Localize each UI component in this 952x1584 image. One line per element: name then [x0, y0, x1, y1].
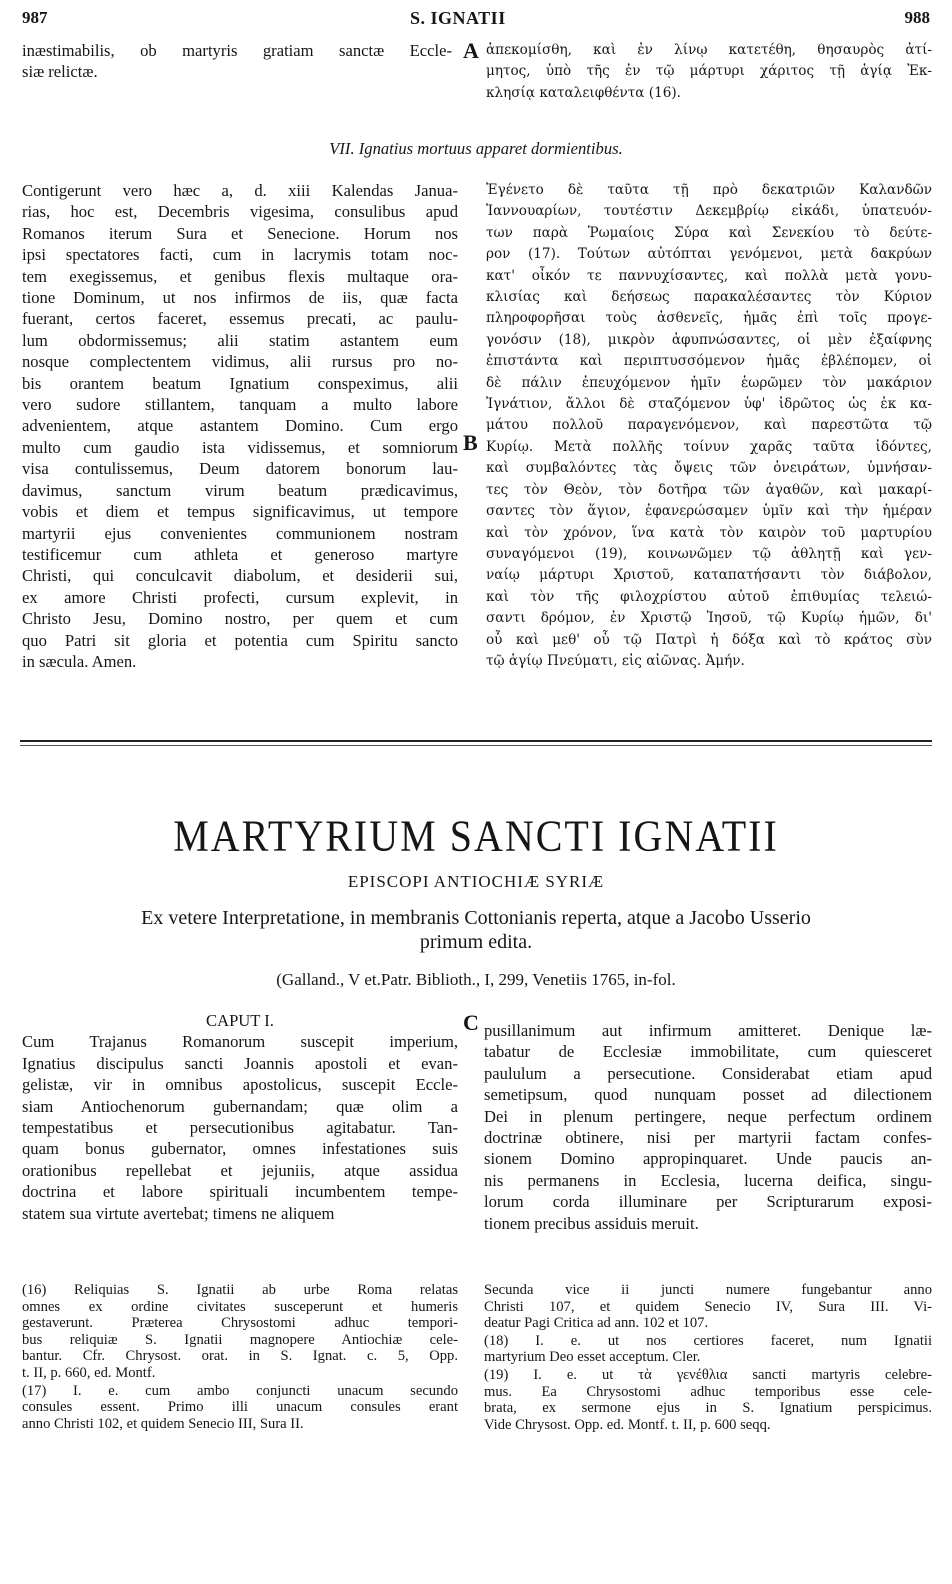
text-line: Contigerunt vero hæc a, d. xiii Kalendas Janua-	[22, 181, 458, 200]
martyrium-citation: (Galland., V et.Patr. Biblioth., I, 299, Venetiis 1765, in-fol.	[276, 970, 676, 989]
page-number-right: 988	[904, 8, 930, 27]
footnote-line: anno Christi 102, et quidem Senecio III, Sura II.	[22, 1415, 304, 1432]
greek-text-line: ἐπιστάντα καὶ περιπτυσσόμενον ἡμᾶς ἐβλέπομεν, οἱ	[486, 353, 932, 370]
footnotes-right	[484, 1282, 932, 1434]
text-line: lum obdormissemus; alii statim astantem eum	[22, 330, 458, 350]
greek-text-line: σαντι δρόμον, ἐν Χριστῷ Ἰησοῦ, τῷ Κυρίῳ ἡμῶν, δι'	[486, 610, 932, 627]
text-line: Christi, qui conculcavit diabolum, et desiderii sui,	[22, 566, 458, 586]
page-number-left: 987	[22, 8, 48, 27]
footnote	[22, 1282, 458, 1382]
text-line: doctrina et labore spirituali incumbentem tempe-	[22, 1182, 458, 1202]
text-line: nis permanens in Ecclesia, lucerna deifica, singu-	[484, 1170, 932, 1190]
greek-text-line: γονόσιν (18), μικρὸν ἀφυπνώσαντες, οἱ μὲν ἐξαίφνης	[486, 331, 932, 348]
text-line: tabatur de Ecclesiæ immobilitate, cum quiesceret	[484, 1042, 932, 1062]
text-line: pusillanimum aut infirmum amitteret. Denique læ-	[484, 1021, 932, 1040]
section-divider	[20, 740, 932, 742]
text-line: sionem Domino appropinquaret. Unde paucis an-	[484, 1149, 932, 1169]
text-line: nosque complectentem vidimus, alii rursus pro no-	[22, 352, 458, 372]
text-line: vero sudore stillantem, tanquam a multo labore	[22, 395, 458, 415]
greek-text-line: καὶ τὸν χρόνον, ἵνα κατὰ τὸν καιρὸν τοῦ μαρτυρίου	[486, 524, 932, 541]
greek-text-line: κατ' οἶκόν τε παννυχίσαντες, καὶ πολλὰ μετὰ γονυ-	[486, 267, 932, 284]
footnote-line: (17) I. e. cum ambo conjuncti unacum secundo	[22, 1382, 458, 1399]
greek-text-line: των παρὰ Ῥωμαίοις Σύρα καὶ Σενεκίου τὸ δεύτε-	[486, 224, 932, 241]
caput-heading: CAPUT I.	[206, 1011, 274, 1030]
footnote-line: mus. Ea Chrysostomi adhuc temporibus esse cele-	[484, 1383, 932, 1400]
text-line: tempestatibus et persecutionibus agitabatur. Tan-	[22, 1118, 458, 1138]
footnote-line: martyrium Deo esset acceptum. Cler.	[484, 1349, 701, 1366]
text-line: Dei in plenum pertingere, neque perfectum ordinem	[484, 1106, 932, 1126]
greek-text-line: μητος, ὑπὸ τῆς ἐν τῷ μάρτυρι χάριτος τῇ ἁγίᾳ Ἐκ-	[486, 63, 932, 80]
text-line: doctrinæ obtinere, nisi per martyrii factam confes-	[484, 1128, 932, 1148]
text-line: tione Dominum, ut nos infirmos de iis, quæ facta	[22, 288, 458, 308]
text-line: martyrii ejus convenientes communionem nostram	[22, 523, 458, 543]
text-line: siæ relictæ.	[22, 62, 98, 82]
greek-text-line: Ἐγένετο δὲ ταῦτα τῇ πρὸ δεκατριῶν Καλανδῶν	[486, 182, 932, 198]
text-line: testificemur cum athleta et generoso martyre	[22, 544, 458, 564]
text-line: vobis et diem et tempus significavimus, ut tempore	[22, 502, 458, 522]
greek-text-line: Ἰγνάτιον, ἄλλοι δὲ σταζόμενον ὑφ' ἱδρῶτος ὡς ἐκ κα-	[486, 396, 932, 413]
text-line: orationibus repellebat et jejuniis, atque assidua	[22, 1160, 458, 1180]
text-line: visa contulissemus, Deum datorem bonorum lau-	[22, 459, 458, 479]
greek-text-line: πληροφορῆσαι τοὺς ἀσθενεῖς, ἡμᾶς ἐπὶ τοῖς προγε-	[486, 310, 932, 327]
footnote-line: t. II, p. 660, ed. Montf.	[22, 1364, 156, 1381]
text-line: gelistæ, vir in omnibus apostolicus, suscepit Eccle-	[22, 1075, 458, 1095]
text-line: advenientem, atque astantem Domino. Cum ergo	[22, 416, 458, 436]
greek-text-line: Ἰαννουαρίων, τουτέστιν Δεκεμβρίῳ εἰκάδι, ὑπατευόν-	[486, 203, 932, 220]
text-line: Cum Trajanus Romanorum suscepit imperium,	[22, 1032, 458, 1052]
greek-text-line: σαντες τὸν ἅγιον, ἐφανερώσαμεν ὑμῖν καὶ τὴν ἡμέραν	[486, 503, 932, 520]
text-line: tionem precibus assiduis meruit.	[484, 1213, 699, 1233]
greek-text-line: κλισίας καὶ δεήσεως παρακαλέσαντες τὸν Κύριον	[486, 289, 932, 306]
greek-text-line: μάτου πολλοῦ παραγενόμενον, καὶ παρεστῶτα τῷ	[486, 417, 932, 434]
text-line: statem sua virtute avertebat; timens ne aliquem	[22, 1203, 335, 1223]
margin-marker-a: A	[463, 38, 479, 63]
footnote-line: (19) I. e. ut τὰ γενέθλια sancti martyris celebre-	[484, 1366, 932, 1383]
latin-column	[22, 180, 458, 672]
footnote-line: (18) I. e. ut nos certiores faceret, num Ignatii	[484, 1332, 932, 1349]
greek-text-line: ρον (17). Τούτων αὐτόπται γενόμενοι, μετὰ δακρύων	[486, 246, 932, 263]
text-line: Ignatius discipulus sancti Joannis apostoli et evan-	[22, 1053, 458, 1073]
footnote-line: brata, ex sermone ejus in S. Ignatium perspicimus.	[484, 1400, 932, 1417]
text-line: lorum corda illuminare per Scripturarum exposi-	[484, 1192, 932, 1212]
footnote-line: gestaverunt. Præterea Chrysostomi adhuc tempori-	[22, 1315, 458, 1332]
greek-text-line: Κυρίῳ. Μετὰ πολλῆς τοίνυν χαρᾶς ταῦτα ἰδόντες,	[486, 438, 932, 455]
margin-marker-c: C	[463, 1010, 479, 1035]
section-heading: VII. Ignatius mortuus apparet dormientibus.	[329, 139, 623, 158]
text-line: multo cum gaudio ista vidissemus, et somniorum	[22, 437, 458, 457]
greek-text-line: ἀπεκομίσθη, καὶ ἐν λίνῳ κατετέθη, θησαυρὸς ἀτί-	[486, 42, 932, 58]
text-line: siam Antiochenorum gubernandam; quæ olim a	[22, 1096, 458, 1116]
footnote-line: bantur. Cfr. Chrysost. orat. in S. Ignat. c. 5, Opp.	[22, 1348, 458, 1365]
footnote-line: bus reliquiæ S. Ignatii magnopere Antiochiæ cele-	[22, 1331, 458, 1348]
top-greek-continuation	[486, 40, 932, 104]
top-latin-continuation	[22, 40, 452, 83]
martyrium-intro: Ex vetere Interpretatione, in membranis Cottonianis reperta, atque a Jacobo Usserio primum edita.	[141, 907, 811, 953]
text-line: ex amore Christi profecti, cursum explevit, in	[22, 587, 458, 607]
text-line: inæstimabilis, ob martyris gratiam sanctæ Eccle-	[22, 41, 452, 60]
greek-text-line: καὶ συμβαλόντες τὰς ὄψεις τῶν ὀνειράτων, ὑμνήσαν-	[486, 460, 932, 477]
footnote	[484, 1367, 932, 1433]
footnote-line: deatur Pagi Critica ad ann. 102 et 107.	[484, 1315, 709, 1332]
footnote-line: omnes ex ordine civitates susceperunt et humeris	[22, 1298, 458, 1315]
greek-text-line: καὶ τὸν τῆς φιλοχρίστου αὐτοῦ ἐπιθυμίας τελειώ-	[486, 588, 932, 605]
text-line: fuerant, certos faceret, essemus precati, ac paulu-	[22, 309, 458, 329]
text-line: in sæcula. Amen.	[22, 651, 137, 671]
greek-text-line: ναίῳ μάρτυρι Χριστοῦ, καταπατήσαντι τὸν διάβολον,	[486, 567, 932, 584]
martyrium-subtitle: EPISCOPI ANTIOCHIÆ SYRIÆ	[347, 872, 605, 891]
greek-text-line: οὗ καὶ μεθ' οὗ τῷ Πατρὶ ἡ δόξα καὶ τὸ κράτος σὺν	[486, 631, 932, 648]
text-line: davimus, sanctum virum beatum prædicavimus,	[22, 480, 458, 500]
text-line: Romanos iterum Sura et Senecione. Horum nos	[22, 223, 458, 243]
text-line: quo Patri sit gloria et potentia cum Spiritu sancto	[22, 630, 458, 650]
footnotes-left	[22, 1282, 458, 1433]
text-line: bis orantem beatum Ignatium conspeximus, alii	[22, 373, 458, 393]
footnote-line: Secunda vice ii juncti numere fungebantur anno	[484, 1282, 932, 1298]
running-title: S. IGNATII	[410, 8, 506, 28]
greek-text-line: δὲ πάλιν ἐπευχόμενον ἡμῖν ἑωρῶμεν τὸν μακάριον	[486, 374, 932, 391]
greek-text-line: κλησίᾳ καταλειφθέντα (16).	[486, 84, 681, 101]
footnote-line: consules essent. Primo illi unacum consules erant	[22, 1399, 458, 1416]
greek-text-line: τῷ ἁγίῳ Πνεύματι, εἰς αἰῶνας. Ἀμήν.	[486, 652, 745, 669]
greek-text-line: συναγόμενοι (19), κοινωνῶμεν τῷ ἀθλητῇ καὶ γεν-	[486, 545, 932, 562]
martyrium-title: MARTYRIUM SANCTI IGNATII	[173, 810, 779, 861]
caput-right-column	[484, 1020, 932, 1234]
greek-text-line: τες τὸν Θεὸν, τὸν δοτῆρα τῶν ἀγαθῶν, καὶ μακαρί-	[486, 481, 932, 498]
text-line: ipsi spectatores facti, cum in lacrymis totam noc-	[22, 245, 458, 265]
text-line: semetipsum, quod nunquam posset ad dilectionem	[484, 1085, 932, 1105]
footnote-line: Vide Chrysost. Opp. ed. Montf. t. II, p. 600 seqq.	[484, 1416, 771, 1433]
text-line: paululum a persecutione. Considerabat etiam apud	[484, 1063, 932, 1083]
footnote-line: Christi 107, et quidem Senecio IV, Sura III. Vi-	[484, 1298, 932, 1315]
footnote-line: (16) Reliquias S. Ignatii ab urbe Roma relatas	[22, 1282, 458, 1298]
footnote	[484, 1333, 932, 1366]
greek-column	[486, 180, 932, 672]
text-line: quam bonus gubernator, omnes infestationes suis	[22, 1139, 458, 1159]
margin-marker-b: B	[463, 430, 478, 455]
text-line: tem exegissemus, et genibus flexis multaque ora-	[22, 266, 458, 286]
text-line: rias, hoc est, Decembris vigesima, consulibus apud	[22, 202, 458, 222]
section-divider-thin	[20, 745, 932, 746]
caput-left-column	[22, 1010, 458, 1224]
text-line: Christo Jesu, Domino nostro, per quem et cum	[22, 609, 458, 629]
footnote	[22, 1383, 458, 1433]
footnote	[484, 1282, 932, 1332]
